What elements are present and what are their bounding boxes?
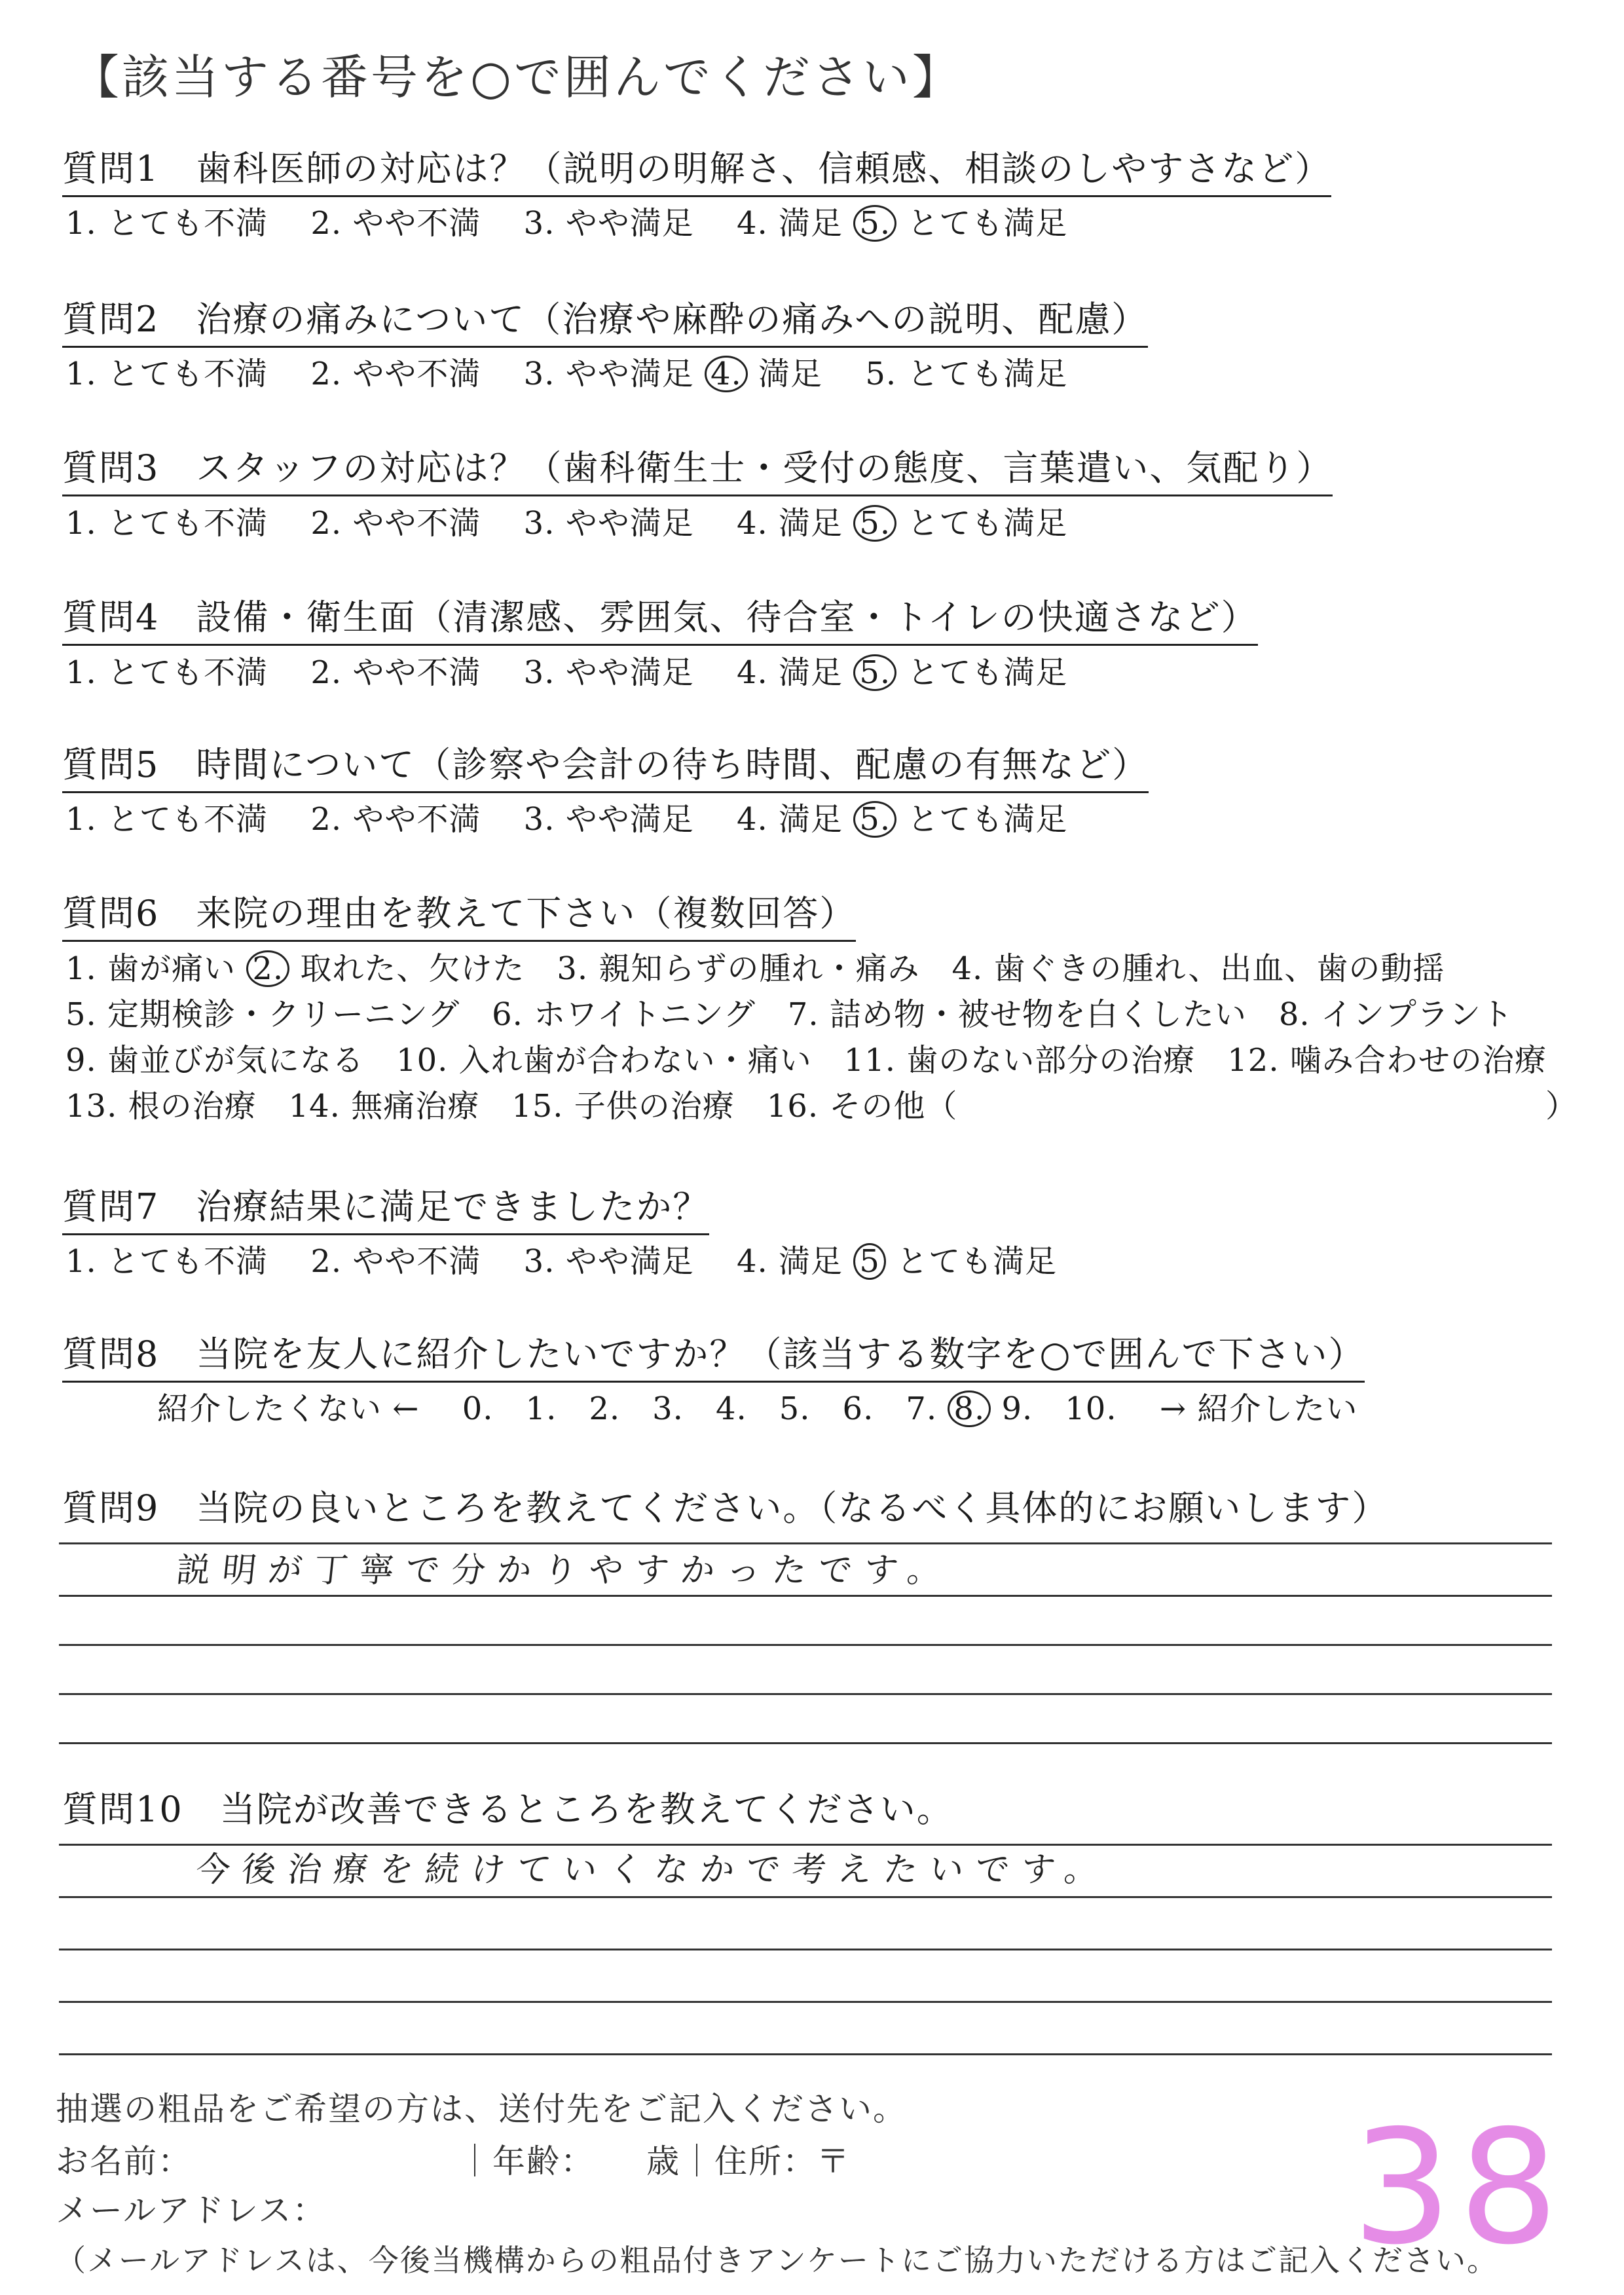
question-8-heading: 質問8 当院を友人に紹介したいですか？（該当する数字を○で囲んで下さい）: [62, 1326, 1365, 1383]
question-2-options: [65, 348, 1067, 394]
q5-option-2[interactable]: 2. やや不満: [310, 801, 481, 838]
question-6-heading: 質問6 来院の理由を教えて下さい（複数回答）: [62, 886, 856, 942]
q10-answer-line-1: [59, 1844, 1552, 1846]
q10-answer-line-3: [59, 1949, 1552, 1950]
q6-reasons-row-3: 9. 歯並びが気になる 10. 入れ歯が合わない・痛い 11. 歯のない部分の治療 12. 噛み合わせの治療: [65, 1042, 1547, 1079]
q4-option-3[interactable]: 3. やや満足: [523, 654, 694, 691]
q1-option-5-circled[interactable]: 5.: [853, 205, 896, 242]
q9-answer-line-4: [59, 1693, 1552, 1695]
q4-option-5-label: とても満足: [907, 654, 1068, 691]
q9-answer-line-2: [59, 1595, 1552, 1597]
q3-option-4[interactable]: 4. 満足: [736, 505, 843, 542]
q1-option-5-label: とても満足: [907, 205, 1068, 242]
q2-option-1[interactable]: 1. とても不満: [65, 356, 268, 392]
question-7-heading: 質問7 治療結果に満足できましたか？: [62, 1179, 709, 1235]
email-note: （メールアドレスは、今後当機構からの粗品付きアンケートにご協力いただける方はご記入ください。: [56, 2243, 1498, 2278]
question-5-options: [65, 794, 1067, 839]
q3-option-2[interactable]: 2. やや不満: [310, 505, 481, 542]
question-5-heading: 質問5 時間について（診察や会計の待ち時間、配慮の有無など）: [62, 737, 1149, 793]
q6-reasons-row-2: 5. 定期検診・クリーニング 6. ホワイトニング 7. 詰め物・被せ物を白くしたい 8. インプラント: [65, 996, 1513, 1033]
q9-answer-line-3: [59, 1644, 1552, 1646]
q3-option-5-circled[interactable]: 5.: [853, 505, 896, 542]
q8-scale-9-10[interactable]: 9. 10.: [1001, 1390, 1117, 1427]
q5-option-4[interactable]: 4. 満足: [736, 801, 843, 838]
q8-scale-left-label: 紹介したくない ←: [157, 1390, 420, 1427]
page-number-mark: 38: [1352, 2096, 1565, 2279]
question-1-heading: 質問1 歯科医師の対応は？（説明の明解さ、信頼感、相談のしやすさなど）: [62, 141, 1331, 197]
q3-option-1[interactable]: 1. とても不満: [65, 505, 268, 542]
q9-answer-line-5: [59, 1742, 1552, 1744]
q8-scale-0-7[interactable]: 0. 1. 2. 3. 4. 5. 6. 7.: [462, 1390, 938, 1427]
q3-option-5-label: とても満足: [907, 505, 1068, 542]
q6-reason-1[interactable]: 1. 歯が痛い: [65, 950, 236, 987]
question-4-options: [65, 647, 1067, 692]
q10-handwritten-answer: 今後治療を続けていくなかで考えたいです。: [194, 1850, 1113, 1890]
page-title: 【該当する番号を○で囲んでください】: [72, 50, 962, 105]
q5-option-3[interactable]: 3. やや満足: [523, 801, 694, 838]
q8-scale: [157, 1383, 1357, 1428]
q3-option-3[interactable]: 3. やや満足: [523, 505, 694, 542]
q7-option-3[interactable]: 3. やや満足: [523, 1243, 694, 1280]
q10-answer-line-5: [59, 2053, 1552, 2055]
q7-option-5-circled[interactable]: 5: [853, 1243, 886, 1280]
q6-other-close-paren: ）: [1545, 1088, 1578, 1125]
q9-answer-line-1: [59, 1542, 1552, 1544]
question-4-heading: 質問4 設備・衛生面（清潔感、雰囲気、待合室・トイレの快適さなど）: [62, 589, 1258, 646]
q4-option-1[interactable]: 1. とても不満: [65, 654, 268, 691]
q8-scale-8-circled[interactable]: 8.: [948, 1390, 991, 1427]
q2-option-4-circled[interactable]: 4.: [705, 356, 748, 392]
q5-option-5-label: とても満足: [907, 801, 1068, 838]
q4-option-4[interactable]: 4. 満足: [736, 654, 843, 691]
q6-reasons-row-1-rest: 取れた、欠けた 3. 親知らずの腫れ・痛み 4. 歯ぐきの腫れ、出血、歯の動揺: [300, 950, 1445, 987]
q7-option-4[interactable]: 4. 満足: [736, 1243, 843, 1280]
question-7-options: [65, 1236, 1057, 1281]
q2-option-5[interactable]: 5. とても満足: [865, 356, 1068, 392]
q1-option-1[interactable]: 1. とても不満: [65, 205, 268, 242]
question-3-options: [65, 498, 1067, 543]
q2-option-3[interactable]: 3. やや満足: [523, 356, 694, 392]
q1-option-3[interactable]: 3. やや満足: [523, 205, 694, 242]
lottery-instruction: 抽選の粗品をご希望の方は、送付先をご記入ください。: [56, 2090, 907, 2128]
q10-answer-line-2: [59, 1896, 1552, 1898]
q6-reasons-row-4: 13. 根の治療 14. 無痛治療 15. 子供の治療 16. その他（: [65, 1088, 958, 1125]
q10-answer-line-4: [59, 2001, 1552, 2003]
q2-option-4-label: 満足: [758, 356, 823, 392]
q1-option-4[interactable]: 4. 満足: [736, 205, 843, 242]
q7-option-1[interactable]: 1. とても不満: [65, 1243, 268, 1280]
q7-option-2[interactable]: 2. やや不満: [310, 1243, 481, 1280]
q4-option-2[interactable]: 2. やや不満: [310, 654, 481, 691]
q7-option-5-label: とても満足: [896, 1243, 1058, 1280]
question-3-heading: 質問3 スタッフの対応は？（歯科衛生士・受付の態度、言葉遣い、気配り）: [62, 440, 1333, 496]
question-1-options: [65, 198, 1067, 243]
age-address-field-label[interactable]: ｜年齢： 歳｜住所：〒: [458, 2142, 851, 2180]
q5-option-5-circled[interactable]: 5.: [853, 801, 896, 838]
question-10-heading: 質問10 当院が改善できるところを教えてください。: [62, 1789, 953, 1830]
q4-option-5-circled[interactable]: 5.: [853, 654, 896, 691]
q2-option-2[interactable]: 2. やや不満: [310, 356, 481, 392]
q5-option-1[interactable]: 1. とても不満: [65, 801, 268, 838]
q6-reasons-row-1: [65, 943, 1445, 988]
question-2-heading: 質問2 治療の痛みについて（治療や麻酔の痛みへの説明、配慮）: [62, 291, 1148, 348]
q6-reason-2-circled[interactable]: 2.: [246, 950, 289, 987]
q8-scale-right-label: → 紹介したい: [1159, 1390, 1358, 1427]
email-field-label[interactable]: メールアドレス：: [56, 2192, 327, 2230]
q9-handwritten-answer: 説明が丁寧で分かりやすかったです。: [174, 1551, 955, 1590]
q1-option-2[interactable]: 2. やや不満: [310, 205, 481, 242]
name-field-label[interactable]: お名前：: [56, 2142, 192, 2180]
question-9-heading: 質問9 当院の良いところを教えてください。（なるべく具体的にお願いします）: [62, 1487, 1389, 1529]
